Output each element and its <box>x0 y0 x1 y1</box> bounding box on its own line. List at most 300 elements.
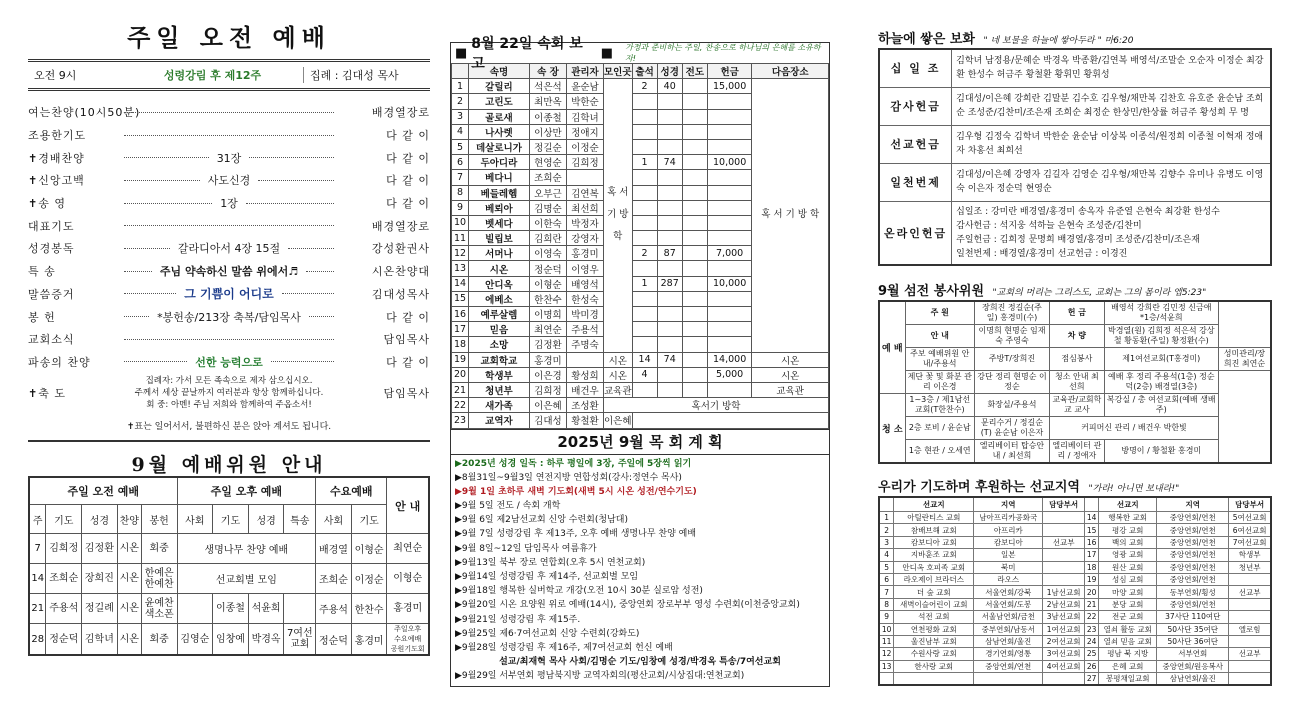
group-pm: 주일 오후 예배 <box>177 477 316 505</box>
report-cell: 74 <box>657 352 682 367</box>
report-cell <box>632 291 657 306</box>
dotted-leader <box>124 157 209 158</box>
pm-member: 김영순 <box>177 624 213 656</box>
mission-cell: 7 <box>879 586 894 598</box>
wed-member: 이형순 <box>351 534 387 564</box>
report-cell <box>707 94 751 109</box>
worship-item-detail: *봉헌송/213장 축복/담임목사 <box>157 310 301 324</box>
am-member: 정순덕 <box>46 624 82 656</box>
report-cell <box>682 322 707 337</box>
worship-item-label: 말씀증거 <box>28 287 75 301</box>
plan-title: 2025년 9월 목 회 계 획 <box>450 430 830 455</box>
volunteer-cell: 방명이 / 황철환 홍경미 <box>1104 440 1218 464</box>
report-cell: 고린도 <box>469 94 530 109</box>
dotted-leader <box>246 203 334 204</box>
offering-names: 김우형 김정숙 김학녀 박한순 윤순남 이상복 이종석/원정희 이종철 이혁재 정애자 차홍선 최희선 <box>952 125 1271 163</box>
mission-column: 지역 <box>974 497 1043 512</box>
report-cell <box>682 276 707 291</box>
week-day: 21 <box>29 594 46 624</box>
report-cell <box>657 382 682 397</box>
mission-cell: 수원사랑 교회 <box>894 648 974 660</box>
plan-item: ▶8월31일~9월3일 연전지방 연합성회(강사:정연수 목사) <box>455 472 682 483</box>
mission-cell: 7여선교회 <box>1229 536 1271 548</box>
schedule-title: 9월 예배위원 안내 <box>28 440 430 476</box>
volunteer-row <box>879 440 1271 464</box>
report-cell: 박미경 <box>566 307 603 322</box>
report-cell: 홍경미 <box>529 352 566 367</box>
service-time: 오전 9시 <box>34 69 77 82</box>
mission-cell: 일본 <box>974 549 1043 561</box>
mission-cell: 2 <box>879 524 894 536</box>
worship-item-label: ✝송 영 <box>28 197 66 211</box>
report-cell: 5,000 <box>707 367 751 382</box>
am-member: 한예은 한예찬 <box>141 564 177 594</box>
worship-item-leader: 배경열장로 <box>371 106 430 120</box>
benediction-line: 회 중: 아멘! 주님 저희와 함께하여 주옵소서! <box>146 400 312 411</box>
mission-cell: 중앙연회/연천 <box>974 660 1043 672</box>
volunteer-cell: 장희진 정길순(주일) 홍경미(수) <box>974 301 1049 325</box>
mission-cell: 동부연회/횡성 <box>1157 586 1229 598</box>
report-cell <box>632 231 657 246</box>
report-cell <box>707 261 751 276</box>
cell-report-title: 8월 22일 속회 보고 <box>471 36 583 72</box>
mission-cell: 캄보디아 교회 <box>894 536 974 548</box>
dotted-leader <box>124 316 149 317</box>
report-cell <box>632 124 657 139</box>
report-row <box>452 382 829 397</box>
plan-item: 설교/최재혁 목사 사회/김명순 기도/임창예 성경/박경옥 특송/7여선교회 <box>499 657 781 668</box>
mission-cell: 1남선교회 <box>1043 586 1085 598</box>
offering-quote: " 네 보물을 하늘에 쌓아두라 " 마6:20 <box>983 36 1134 46</box>
plan-item: ▶9월 1일 초하루 새벽 기도회(새벽 5시 시온 성전/연수기도) <box>455 486 697 497</box>
volunteer-side: 청 소 <box>879 394 905 464</box>
mission-cell: 중앙연회/연천 <box>1157 549 1229 561</box>
mission-row <box>879 549 1271 561</box>
mission-cell: 19 <box>1085 573 1099 585</box>
report-cell: 4 <box>632 367 657 382</box>
report-cell: 15,000 <box>707 79 751 94</box>
report-cell: 황성희 <box>566 367 603 382</box>
report-cell <box>682 367 707 382</box>
wed-member: 이정순 <box>351 564 387 594</box>
mission-cell: 라오제이 브라더스 <box>894 573 974 585</box>
dotted-leader <box>124 180 200 181</box>
worship-item-label: 조용한기도 <box>28 129 87 143</box>
report-cell: 김명순 <box>529 200 566 215</box>
volunteer-cell: 차 량 <box>1050 325 1105 348</box>
report-cell: 5 <box>452 139 469 154</box>
report-cell <box>682 261 707 276</box>
mission-row <box>879 573 1271 585</box>
report-cell: 최연순 <box>529 322 566 337</box>
volunteer-cell: 헌 금 <box>1050 301 1105 325</box>
report-cell <box>632 94 657 109</box>
service-header <box>28 59 430 91</box>
worship-item-leader: 다 같 이 <box>386 129 430 143</box>
worship-row <box>28 283 430 306</box>
benediction-line: 집례자: 가서 모든 족속으로 제자 삼으십시오. <box>145 376 313 387</box>
mission-row <box>879 648 1271 660</box>
mission-cell: 성심 교회 <box>1099 573 1157 585</box>
report-cell: 최선희 <box>566 200 603 215</box>
report-cell: 2 <box>632 246 657 261</box>
week-day: 7 <box>29 534 46 564</box>
worship-item-leader: 다 같 이 <box>386 310 430 324</box>
report-column: 속 장 <box>529 64 566 79</box>
mission-cell: 1여선교회 <box>1043 623 1085 635</box>
report-cell: 조희순 <box>529 170 566 185</box>
report-cell <box>657 337 682 352</box>
report-row <box>452 367 829 382</box>
offering-names: 김대성/이은혜 강희란 김말분 김수호 김우형/채만복 김찬호 유호준 윤순남 조희순 조성준/김찬미/조은재 조희순 최정순 한상민/한상률 허금주 황성희 무 명 <box>952 87 1271 125</box>
worship-row <box>28 260 430 283</box>
report-cell <box>682 200 707 215</box>
report-cell <box>632 307 657 322</box>
volunteer-cell: 주 원 <box>905 301 974 325</box>
offering-row <box>879 163 1271 201</box>
mission-cell: 중앙연회/연천 <box>1157 536 1229 548</box>
mission-cell: 22 <box>1085 611 1099 623</box>
mission-cell: 10 <box>879 623 894 635</box>
report-cell <box>682 79 707 94</box>
benediction-label: ✝축 도 <box>28 387 66 401</box>
dotted-leader <box>124 339 334 340</box>
report-cell <box>632 261 657 276</box>
week-day: 14 <box>29 564 46 594</box>
worship-item-leader: 다 같 이 <box>386 151 430 165</box>
sub-pm: 기도 <box>213 505 249 534</box>
report-cell: 황철환 <box>566 413 603 428</box>
mission-cell: 지바훈조 교회 <box>894 549 974 561</box>
report-cell: 에베소 <box>469 291 530 306</box>
volunteer-side: 예 배 <box>879 301 905 394</box>
worship-item-detail: 사도신경 <box>207 174 251 188</box>
mission-cell: 6여선교회 <box>1229 524 1271 536</box>
liturgical-season: 성령강림 후 제12주 <box>163 69 262 82</box>
mission-cell: 청년부 <box>1229 561 1271 573</box>
mission-row <box>879 536 1271 548</box>
mission-cell: 중앙연회/원응복사 <box>1157 660 1229 672</box>
report-cell <box>632 413 828 428</box>
report-column: 관리자 <box>566 64 603 79</box>
report-cell <box>632 170 657 185</box>
mission-row <box>879 635 1271 647</box>
report-cell: 서머나 <box>469 246 530 261</box>
offering-names: 김학녀 남정용/문혜순 박경옥 박종환/김연복 배영석/조말순 오순자 이정순 최강환 한성수 허금주 황철환 황휘민 황휘성 <box>952 49 1271 87</box>
offering-row <box>879 49 1271 87</box>
report-cell: 최만옥 <box>529 94 566 109</box>
mission-cell: 아틸란티스 교회 <box>894 512 974 524</box>
mission-cell: 37사단 110여단 <box>1157 611 1229 623</box>
pm-member: 이종철 <box>213 594 249 624</box>
report-cell <box>707 382 751 397</box>
report-cell: 학생부 <box>469 367 530 382</box>
sub-am: 주 <box>29 505 46 534</box>
report-cell: 시온 <box>469 261 530 276</box>
report-cell: 윤순남 <box>566 79 603 94</box>
report-cell: 이영우 <box>566 261 603 276</box>
mission-cell: 열쇠 활동 교회 <box>1099 623 1157 635</box>
dotted-leader <box>282 293 334 294</box>
benediction-leader: 담임목사 <box>383 387 430 401</box>
worship-item-label: 성경봉독 <box>28 242 75 256</box>
mission-table <box>878 496 1272 686</box>
volunteer-header <box>878 280 1272 300</box>
volunteer-cell: 제단 꽃 및 화분 관리 이은경 <box>905 371 974 394</box>
mission-row <box>879 660 1271 672</box>
sub-am: 성경 <box>82 505 118 534</box>
plan-item: ▶2025년 성경 일독 : 하루 평일에 3장, 주일에 5장씩 읽기 <box>455 458 692 469</box>
mission-cell: 중앙연회/연천 <box>1157 561 1229 573</box>
report-cell <box>657 307 682 322</box>
report-cell: 석은석 <box>529 79 566 94</box>
report-cell <box>657 261 682 276</box>
square-icon: ■ <box>455 45 468 61</box>
report-cell <box>682 352 707 367</box>
mission-column <box>879 497 894 512</box>
report-cell: 안디옥 <box>469 276 530 291</box>
volunteer-cell: 교육관/교회학교 교사 <box>1050 394 1105 417</box>
worship-item-leader: 강성환권사 <box>371 242 430 256</box>
am-member: 회중 <box>141 534 177 564</box>
mission-cell: 캄보디아 <box>974 536 1043 548</box>
worship-item-label: 특 송 <box>28 265 56 279</box>
mission-row <box>879 524 1271 536</box>
mission-cell: 라오스 <box>974 573 1043 585</box>
report-head <box>452 64 829 79</box>
pm-event: 생명나무 찬양 예배 <box>177 534 316 564</box>
report-cell <box>632 185 657 200</box>
report-cell: 19 <box>452 352 469 367</box>
offering-names: 십일조 : 강미란 배경열/홍경미 송옥자 유준열 은현숙 최강환 한성수 감사헌금 : 석지웅 석하늘 은현숙 조성준/김찬미 주일헌금 : 김희정 문명희 배경열/홍경미 조성준/김찬미/조은재 일천번제 : 배경열/홍경미 선교헌금 : 이경진 <box>952 201 1271 265</box>
report-cell: 믿음 <box>469 322 530 337</box>
am-member: 시온 <box>117 564 141 594</box>
report-cell: 두아디라 <box>469 155 530 170</box>
report-cell <box>657 109 682 124</box>
plan-item: ▶9월28일 성령강림 후 제16주, 제7여선교회 헌신 예배 <box>455 642 673 653</box>
wed-member: 한찬수 <box>351 594 387 624</box>
mission-cell: 17 <box>1085 549 1099 561</box>
mission-cell: 삼남연회/울진 <box>1157 673 1229 686</box>
report-cell <box>657 322 682 337</box>
dotted-leader <box>124 271 152 272</box>
report-cell: 40 <box>657 79 682 94</box>
report-cell: 이명희 <box>529 307 566 322</box>
volunteer-table <box>878 300 1272 464</box>
pm-member: 임창예 <box>213 624 249 656</box>
report-cell <box>682 185 707 200</box>
offering-kind: 십 일 조 <box>879 49 952 87</box>
volunteer-row <box>879 325 1271 348</box>
mission-cell: 50사단 35여단 <box>1157 623 1229 635</box>
report-cell <box>707 170 751 185</box>
mission-cell: 연천평화 교회 <box>894 623 974 635</box>
report-column: 속명 <box>469 64 530 79</box>
dotted-leader <box>258 180 334 181</box>
worship-item-detail: 주님 약속하신 말씀 위에서♬ <box>159 265 299 279</box>
worship-item-label: 봉 헌 <box>28 310 56 324</box>
report-cell: 베들레헴 <box>469 185 530 200</box>
mission-cell: 중앙연회/연천 <box>1157 573 1229 585</box>
report-cell: 10,000 <box>707 276 751 291</box>
volunteer-row <box>879 394 1271 417</box>
report-cell: 9 <box>452 200 469 215</box>
report-cell <box>566 170 603 185</box>
mission-cell: 서부연회 <box>1157 648 1229 660</box>
morning-service-title: 주일 오전 예배 <box>127 23 331 52</box>
volunteer-cell: 커피머신 관리 / 배건우 박한빛 <box>1050 417 1219 440</box>
volunteer-row <box>879 371 1271 394</box>
report-cell <box>657 367 682 382</box>
plan-item: ▶9월 8일~12일 담임목사 여름휴가 <box>455 543 597 554</box>
report-cell: 4 <box>452 124 469 139</box>
sub-pm: 사회 <box>177 505 213 534</box>
dotted-leader <box>288 248 334 249</box>
worship-item-leader: 시온찬양대 <box>371 265 430 279</box>
report-cell: 10 <box>452 215 469 230</box>
mission-cell <box>1229 598 1271 610</box>
report-cell <box>682 231 707 246</box>
mission-cell <box>1043 561 1085 573</box>
report-cell: 정순덕 <box>529 261 566 276</box>
worship-row <box>28 192 430 215</box>
report-cell: 박정자 <box>566 215 603 230</box>
volunteer-quote: "교회의 머리는 그리스도, 교회는 그의 몸이라 엡5:23" <box>992 288 1207 298</box>
report-cell: 20 <box>452 367 469 382</box>
volunteer-cell: 배영석 강희란 김민정 신금애 *1층/석윤희 <box>1104 301 1218 325</box>
mission-cell: 영광 교회 <box>1099 549 1157 561</box>
report-cell <box>682 246 707 261</box>
report-column: 전도 <box>682 64 707 79</box>
report-row <box>452 413 829 428</box>
sub-wed: 기도 <box>351 505 387 534</box>
gathering-place-span: 혹 서 기 방 학 <box>603 79 632 352</box>
report-cell <box>707 337 751 352</box>
mission-cell: 참배브해 교회 <box>894 524 974 536</box>
report-cell: 14,000 <box>707 352 751 367</box>
am-member: 정길례 <box>82 594 118 624</box>
report-cell <box>632 215 657 230</box>
report-cell: 한성숙 <box>566 291 603 306</box>
mission-cell: 새벽이슬어린이 교회 <box>894 598 974 610</box>
am-member: 김정환 <box>82 534 118 564</box>
pm-member: 7여선 교회 <box>284 624 316 656</box>
mission-cell: 15 <box>1085 524 1099 536</box>
mission-cell: 서울연회/강북 <box>974 586 1043 598</box>
mission-row <box>879 586 1271 598</box>
square-icon: ■ <box>600 45 614 61</box>
dotted-leader <box>124 112 334 113</box>
mission-cell: 16 <box>1085 536 1099 548</box>
cell-report-header <box>451 36 829 72</box>
worship-item-label: 대표기도 <box>28 219 75 233</box>
volunteer-cell: 청소 안내 최선희 <box>1050 371 1105 394</box>
worship-row <box>28 328 430 351</box>
dotted-leader <box>124 361 187 362</box>
mission-cell: 선교부 <box>1229 586 1271 598</box>
report-column: 다음장소 <box>752 64 829 79</box>
mission-cell: 14 <box>1085 512 1099 524</box>
report-cell <box>682 337 707 352</box>
group-wed: 수요예배 <box>316 477 387 505</box>
sub-am: 기도 <box>46 505 82 534</box>
report-cell: 김희정 <box>566 155 603 170</box>
report-cell: 2 <box>632 79 657 94</box>
wed-member: 배경열 <box>316 534 352 564</box>
volunteer-cell: 2층 로비 / 윤순남 <box>905 417 974 440</box>
offering-row <box>879 87 1271 125</box>
mission-cell <box>1229 573 1271 585</box>
mission-cell <box>879 673 894 686</box>
report-column: 성경 <box>657 64 682 79</box>
worship-item-leader: 다 같 이 <box>386 197 430 211</box>
report-cell: 김학녀 <box>566 109 603 124</box>
report-cell: 베다니 <box>469 170 530 185</box>
report-cell: 17 <box>452 322 469 337</box>
report-cell: 11 <box>452 231 469 246</box>
sub-pm: 특송 <box>284 505 316 534</box>
report-cell: 교육관 <box>603 382 632 397</box>
mission-quote: "가라! 아니면 보내라!" <box>1088 484 1180 494</box>
mission-cell: 중부연회/남동서 <box>974 623 1043 635</box>
report-cell <box>657 231 682 246</box>
mission-cell <box>1229 660 1271 672</box>
volunteer-title: 9월 섬전 봉사위원 <box>878 284 985 299</box>
report-column: 헌금 <box>707 64 751 79</box>
report-cell: 김연복 <box>566 185 603 200</box>
mission-row <box>879 611 1271 623</box>
volunteer-cell: 안 내 <box>905 325 974 348</box>
mission-cell: 백의 교회 <box>1099 536 1157 548</box>
worship-row <box>28 146 430 169</box>
mission-cell <box>1043 573 1085 585</box>
report-cell: 10,000 <box>707 155 751 170</box>
week-day: 28 <box>29 624 46 656</box>
mission-row <box>879 673 1271 686</box>
offering-row <box>879 201 1271 265</box>
mission-cell: 4 <box>879 549 894 561</box>
volunteer-cell: 1~3층 / 제1남선교회(T한찬수) <box>905 394 974 417</box>
mission-title: 우리가 기도하며 후원하는 선교지역 <box>878 480 1080 495</box>
mission-cell: 중앙연회/연천 <box>1157 598 1229 610</box>
mission-head <box>879 497 1271 512</box>
report-cell: 박한순 <box>566 94 603 109</box>
mission-cell <box>974 673 1043 686</box>
mission-cell: 11 <box>879 635 894 647</box>
report-row <box>452 398 829 413</box>
plan-item: ▶9월14일 성령강림 후 제14주, 선교회별 모임 <box>455 572 639 582</box>
offering-table <box>878 48 1272 266</box>
mission-cell: 전군 교회 <box>1099 611 1157 623</box>
mission-cell: 5 <box>879 561 894 573</box>
volunteer-cell: 이명희 현명순 임재숙 주영숙 <box>974 325 1049 348</box>
cell-report-note: 가정과 준비하는 주일, 찬송으로 하나님의 은혜를 소유하자! <box>625 43 821 63</box>
report-cell <box>707 307 751 322</box>
mission-cell: 3 <box>879 536 894 548</box>
report-cell <box>707 231 751 246</box>
report-cell: 시온 <box>603 352 632 367</box>
mission-cell <box>1043 673 1085 686</box>
worship-row <box>28 101 430 124</box>
mission-cell: 27 <box>1085 673 1099 686</box>
mission-column: 담당부서 <box>1229 497 1271 512</box>
dotted-leader <box>271 361 334 362</box>
mission-cell: 13 <box>879 660 894 672</box>
report-cell: 23 <box>452 413 469 428</box>
report-cell: 소망 <box>469 337 530 352</box>
report-cell: 1 <box>632 155 657 170</box>
report-cell: 2 <box>452 94 469 109</box>
